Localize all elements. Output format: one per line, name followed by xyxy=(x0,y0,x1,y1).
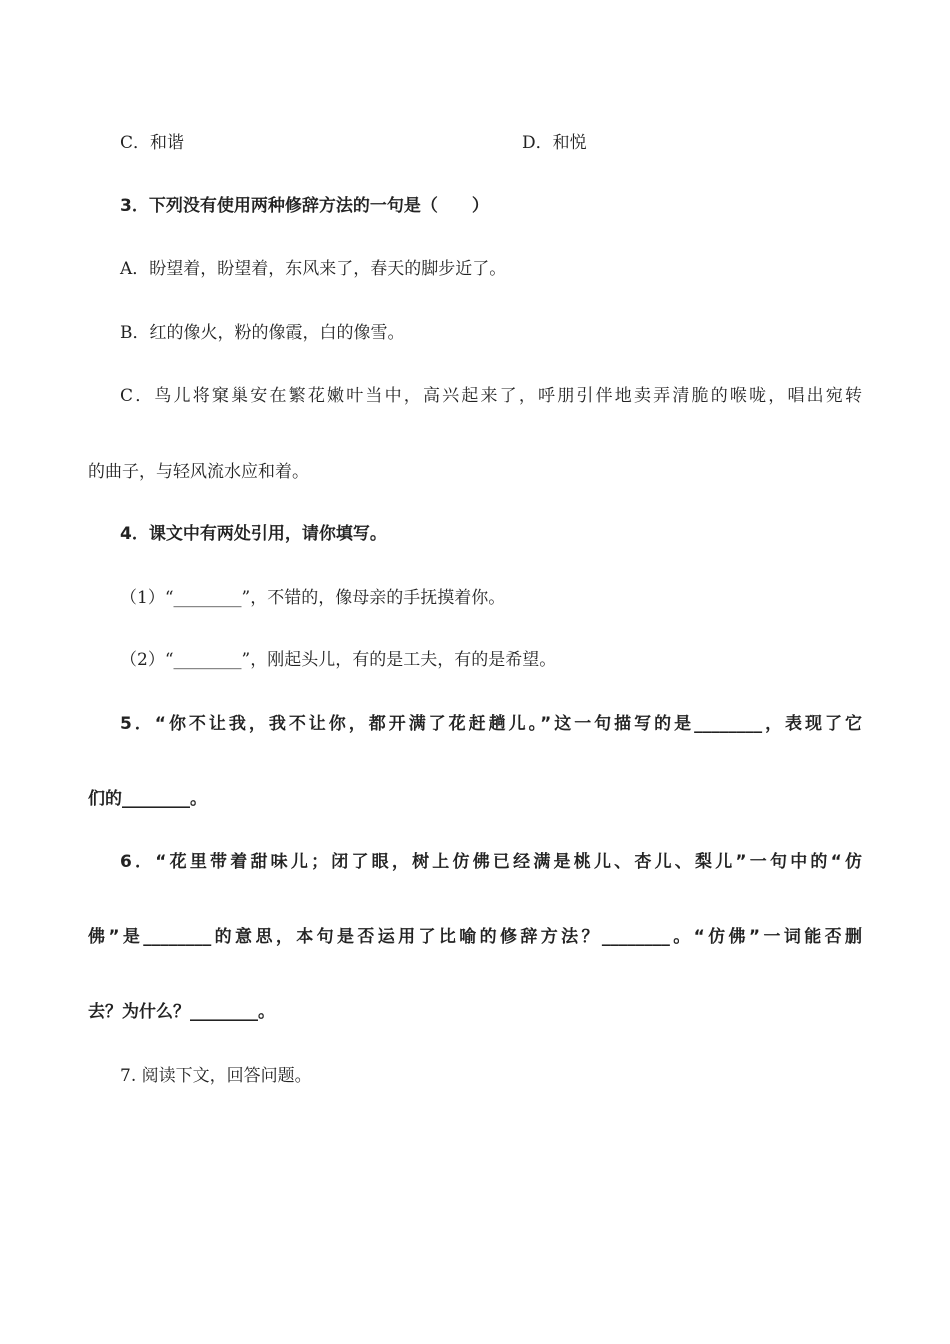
q2-option-d: D．和悦 xyxy=(522,133,587,153)
q6-line-3: 去？为什么？________。 xyxy=(88,1002,275,1022)
q5-line-2: 们的________。 xyxy=(88,789,207,809)
q3-option-c-line1: C．鸟儿将窠巢安在繁花嫩叶当中，高兴起来了，呼朋引伴地卖弄清脆的喉咙，唱出宛转 xyxy=(120,386,862,406)
q4-item-2: （2）“________”，刚起头儿，有的是工夫，有的是希望。 xyxy=(120,650,557,670)
q4-item-1: （1）“________”，不错的，像母亲的手抚摸着你。 xyxy=(120,588,506,608)
q3-option-a: A．盼望着，盼望着，东风来了，春天的脚步近了。 xyxy=(120,259,507,279)
q6-line-1: 6．“花里带着甜味儿；闭了眼，树上仿佛已经满是桃儿、杏儿、梨儿”一句中的“仿 xyxy=(120,852,862,872)
q5-line-1: 5．“你不让我，我不让你，都开满了花赶趟儿。”这一句描写的是________，表现了它 xyxy=(120,714,862,734)
q3-option-b: B．红的像火，粉的像霞，白的像雪。 xyxy=(120,323,405,343)
q4-stem: 4．课文中有两处引用，请你填写。 xyxy=(120,524,387,544)
q3-stem: 3．下列没有使用两种修辞方法的一句是（ ） xyxy=(120,196,489,216)
q2-option-c: C．和谐 xyxy=(120,133,185,153)
q3-option-c-line2: 的曲子，与轻风流水应和着。 xyxy=(88,462,309,482)
q6-line-2: 佛”是________的意思，本句是否运用了比喻的修辞方法？________。“仿佛”一词能否删 xyxy=(88,927,862,947)
q7-stem: 7. 阅读下文，回答问题。 xyxy=(120,1066,312,1086)
